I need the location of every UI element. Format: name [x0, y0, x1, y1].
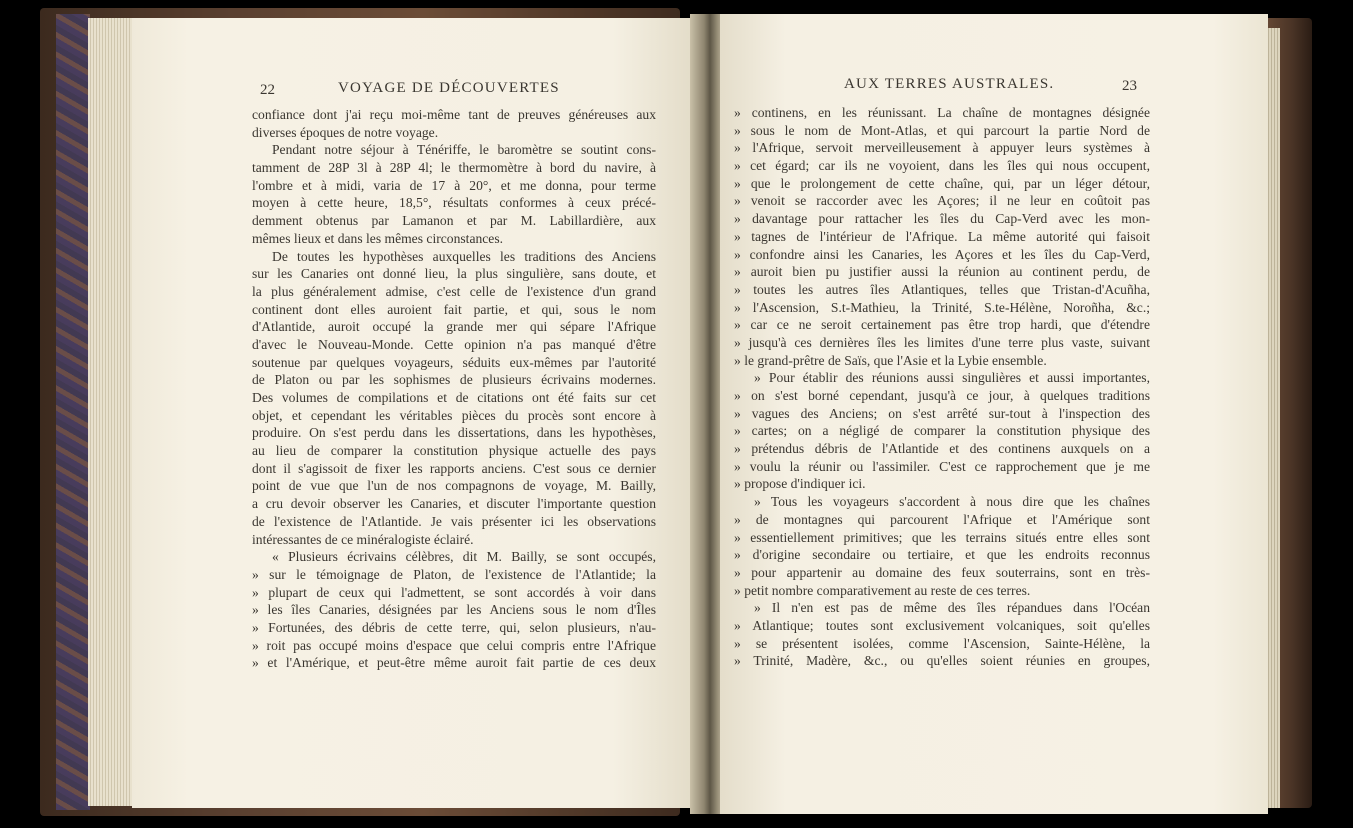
- text-line: » venoit se raccorder avec les Açores; il ne leur en coûtoit pas: [734, 193, 1150, 209]
- text-line: diverses époques de notre voyage.: [252, 124, 439, 140]
- text-line: » tagnes de l'intérieur de l'Afrique. La même autorité qui faisoit: [734, 228, 1150, 244]
- left-page: [132, 18, 698, 808]
- right-page-edges: [1266, 28, 1280, 808]
- text-line: « Plusieurs écrivains célèbres, dit M. Bailly, se sont occupés,: [272, 549, 656, 565]
- text-line: la plus généralement admise, c'est celle de l'existence d'un grand: [252, 283, 656, 299]
- text-line: » Trinité, Madère, &c., ou qu'elles soient réunies en groupes,: [734, 653, 1150, 669]
- text-line: » Fortunées, des débris de cette terre, qui, selon plusieurs, n'au-: [252, 619, 656, 635]
- text-line: » prétendus débris de l'Atlantide et des continens auxquels on a: [734, 441, 1150, 457]
- text-line: » voulu la réunir ou l'assimiler. C'est ce rapprochement que je me: [734, 458, 1150, 474]
- text-line: soutenue par quelques voyageurs, séduits eux-mêmes par l'autorité: [252, 354, 656, 370]
- text-line: » Pour établir des réunions aussi singulières et aussi importantes,: [754, 370, 1150, 386]
- text-line: produire. On s'est perdu dans les dissertations, dans les hypothèses,: [252, 425, 656, 441]
- right-page: [720, 14, 1268, 814]
- text-line: intéressantes de ce minéralogiste éclairé.: [252, 531, 474, 547]
- text-line: » continens, en les réunissant. La chaîne de montagnes désignée: [734, 105, 1150, 120]
- text-line: Pendant notre séjour à Ténériffe, le baromètre se soutint cons-: [272, 142, 656, 158]
- running-head-left: VOYAGE DE DÉCOUVERTES: [338, 80, 560, 96]
- text-line: » les îles Canaries, désignées par les Anciens sous le nom d'Îles: [252, 602, 656, 618]
- text-line: au lieu de comparer la constitution physique actuelle des pays: [252, 443, 656, 459]
- text-line: » davantage pour rattacher les îles du Cap-Verd avec les mon-: [734, 211, 1150, 227]
- running-head-right: AUX TERRES AUSTRALES.: [844, 76, 1055, 92]
- text-line: » Atlantique; toutes sont exclusivement volcaniques, soit qu'elles: [734, 617, 1150, 633]
- text-line: » cartes; on a négligé de comparer la constitution physique des: [734, 423, 1150, 439]
- text-line: point de vue que l'un de nos compagnons de voyage, M. Bailly,: [252, 478, 656, 494]
- text-line: mêmes lieux et dans les mêmes circonstances.: [252, 230, 504, 246]
- text-line: » pour appartenir au domaine des feux souterrains, sont en très-: [734, 564, 1150, 580]
- text-line: » sur le témoignage de Platon, de l'existence de l'Atlantide; la: [252, 566, 656, 582]
- text-line: » essentiellement primitives; que les terrains situés entre elles sont: [734, 529, 1150, 545]
- text-line: » que le prolongement de cette chaîne, qui, par un léger détour,: [734, 175, 1150, 191]
- text-line: tamment de 28P 3l à 28P 4l; le thermomètre à bord du navire, à: [252, 160, 656, 176]
- page-number-right: 23: [1122, 78, 1137, 94]
- text-line: » cet égard; car ils ne voyoient, dans les îles qui nous occupent,: [734, 158, 1150, 174]
- text-line: » de montagnes qui parcourent l'Afrique et l'Amérique sont: [734, 511, 1150, 527]
- left-page-text: [252, 106, 656, 672]
- text-line: » petit nombre comparativement au reste de ces terres.: [734, 582, 1031, 598]
- text-line: » et l'Amérique, et peut-être même auroit fait partie de ces deux: [252, 655, 656, 671]
- text-line: confiance dont j'ai reçu moi-même tant de preuves généreuses aux: [252, 107, 656, 122]
- text-line: » jusqu'à ces dernières îles les limites d'une terre plus vaste, suivant: [734, 334, 1150, 350]
- text-line: » Tous les voyageurs s'accordent à nous dire que les chaînes: [754, 494, 1150, 510]
- text-line: Des volumes de compilations et de citations ont été faits sur cet: [252, 390, 656, 405]
- left-page-edges: [88, 18, 134, 806]
- page-number-left: 22: [260, 82, 275, 98]
- text-line: » toutes les autres îles Atlantiques, telles que Tristan-d'Acuñha,: [734, 281, 1150, 297]
- text-line: » confondre ainsi les Canaries, les Açores et les îles du Cap-Verd,: [734, 246, 1150, 262]
- text-line: moyen à cette heure, 18,5°, résultats conformes à ceux précé-: [252, 195, 656, 211]
- text-line: demment obtenus par Lamanon et par M. Labillardière, aux: [252, 213, 656, 229]
- text-line: objet, et cependant les véritables pièces du procès sont encore à: [252, 407, 656, 423]
- text-line: » propose d'indiquer ici.: [734, 476, 866, 492]
- text-line: de l'existence de l'Atlantide. Je vais présenter ici les observations: [252, 513, 656, 529]
- text-line: sur les Canaries ont donné lieu, la plus singulière, sans doute, et: [252, 266, 656, 282]
- text-line: De toutes les hypothèses auxquelles les traditions des Anciens: [272, 248, 656, 264]
- text-line: » vagues des Anciens; on s'est arrêté sur-tout à l'inspection des: [734, 405, 1150, 421]
- text-line: » d'origine secondaire ou tertiaire, et que les endroits reconnus: [734, 547, 1150, 563]
- text-line: » Il n'en est pas de même des îles répandues dans l'Océan: [754, 600, 1150, 616]
- text-line: » auroit bien pu justifier aussi la réunion au continent perdu, de: [734, 264, 1150, 280]
- text-line: » roit pas occupé moins d'espace que celui compris entre l'Afrique: [252, 637, 656, 653]
- text-line: a cru devoir observer les Canaries, et discuter l'importante question: [252, 496, 656, 512]
- text-line: continent dont elles auroient fait partie, et qui, sous le nom: [252, 301, 656, 317]
- text-line: » sous le nom de Mont-Atlas, et qui parcourt la partie Nord de: [734, 122, 1150, 138]
- text-line: d'Atlantide, auroit occupé la grande mer qui sépare l'Afrique: [252, 319, 656, 335]
- marbled-endpaper: [56, 14, 90, 810]
- text-line: dont il s'agissoit de fixer les rapports anciens. C'est sous ce dernier: [252, 460, 656, 476]
- right-page-text: [734, 104, 1150, 670]
- text-line: » l'Afrique, servoit merveilleusement à appuyer leurs systèmes à: [734, 140, 1150, 156]
- text-line: » l'Ascension, S.t-Mathieu, la Trinité, S.te-Hélène, Noroñha, &c.;: [734, 299, 1150, 315]
- text-line: » plupart de ceux qui l'admettent, se sont accordés à voir dans: [252, 584, 656, 600]
- text-line: » on s'est borné cependant, jusqu'à ce jour, à quelques traditions: [734, 388, 1150, 403]
- text-line: » le grand-prêtre de Saïs, que l'Asie et la Lybie ensemble.: [734, 352, 1047, 368]
- text-line: d'avec le Nouveau-Monde. Cette opinion n'a pas manqué d'être: [252, 336, 656, 352]
- text-line: » se présentent isolées, comme l'Ascension, Sainte-Hélène, la: [734, 635, 1150, 651]
- text-line: » car ce ne seroit certainement pas être trop hardi, que d'étendre: [734, 317, 1150, 333]
- text-line: l'ombre et à midi, varia de 17 à 20°, et me donna, pour terme: [252, 177, 656, 193]
- text-line: de Platon ou par les sophismes de plusieurs écrivains modernes.: [252, 372, 656, 388]
